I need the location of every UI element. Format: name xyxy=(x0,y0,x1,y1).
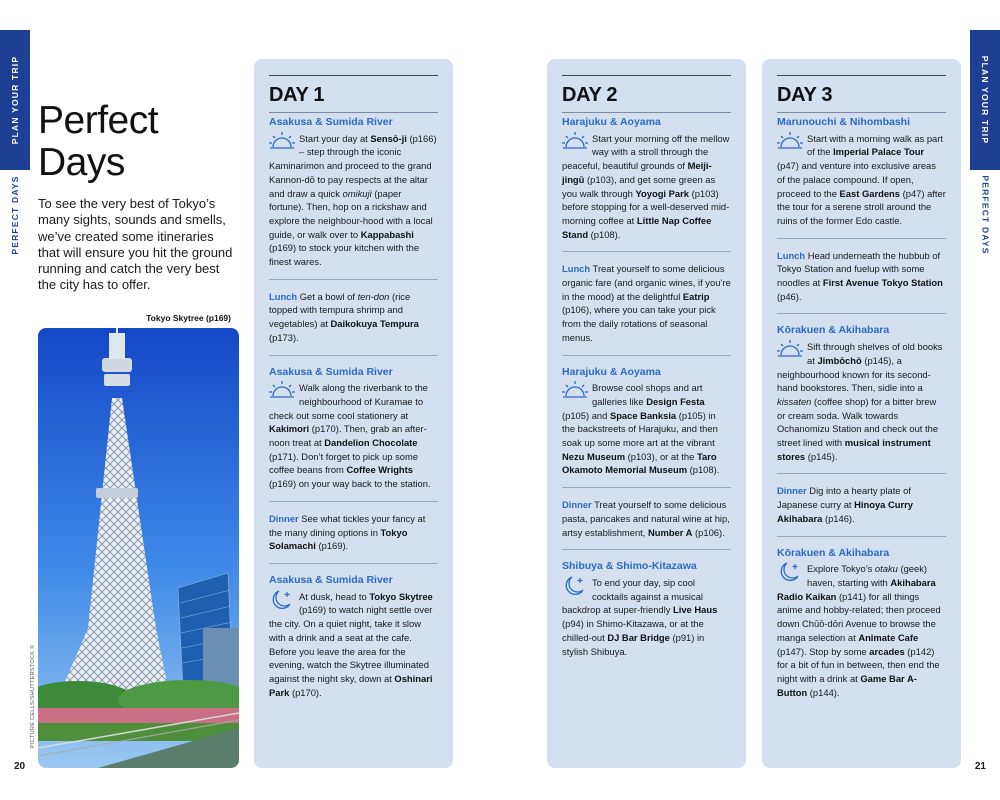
place-name: musical instrument stores xyxy=(777,437,931,462)
text-run: (p106), where you can take your pick from the daily rotations of seasonal menus. xyxy=(562,304,716,343)
sun-icon xyxy=(562,380,588,402)
place-name: Imperial Palace Tour xyxy=(833,146,925,158)
italic-term: omikuji xyxy=(342,187,372,199)
place-name: Sensō-ji xyxy=(370,132,407,144)
itinerary-section xyxy=(777,116,946,228)
page-number-left: 20 xyxy=(14,761,26,772)
place-name: Eatrip xyxy=(682,290,710,302)
section-divider xyxy=(269,563,438,564)
place-name: Hinoya Curry Akihabara xyxy=(777,499,913,524)
place-name: Taro Okamoto Memorial Museum xyxy=(562,450,717,476)
card-rule xyxy=(269,75,438,76)
sun-icon xyxy=(269,131,295,153)
photo-caption: Tokyo Skytree (p169) xyxy=(146,313,231,323)
itinerary-section xyxy=(562,498,731,539)
intro-text: To see the very best of Tokyo’s many sights, sounds and smells, we’ve created some itineraries that will ensure you hit the ground running and catch the very best the city has to offer. xyxy=(38,196,233,293)
place-name: Little Nap Coffee Stand xyxy=(562,214,712,240)
day-sections xyxy=(777,116,946,699)
text-run: Head underneath the hubbub of Tokyo Station and fuelup with some noodles at xyxy=(777,249,941,289)
itinerary-section xyxy=(777,324,946,463)
place-name: Kappabashi xyxy=(360,228,414,240)
text-run: (p173). xyxy=(269,331,299,343)
text-run: (p142) for a bit of fun in between, then end the night with a drink at xyxy=(777,645,940,684)
page-number-right: 21 xyxy=(974,761,986,772)
text-run: (p105) and xyxy=(562,409,610,421)
text-run: (p169) to watch night settle over the city. On a quiet night, take it slow with a drink and a seat at the cafe. Before you leave the area for the evening, watch the Skytree illuminated against the night sky, down at xyxy=(269,604,433,684)
meal-label: Lunch xyxy=(269,290,298,302)
day-title: DAY 2 xyxy=(562,84,618,106)
itinerary-section xyxy=(777,484,946,525)
itinerary-section xyxy=(562,262,731,344)
text-run: (p46). xyxy=(777,290,802,302)
text-run: Treat yourself to some delicious pasta, pancakes and natural wine at hip, artsy establishment, xyxy=(562,499,730,538)
section-divider xyxy=(269,355,438,356)
place-name: arcades xyxy=(869,645,905,657)
place-name: Coffee Wrights xyxy=(346,464,413,476)
text-run: (p166) – step through the iconic Kaminarimon and proceed to the grand Kannon-dō to pay respects at the altar and draw a quick xyxy=(269,132,437,199)
place-name: East Gardens xyxy=(839,187,900,199)
text-run: (p108). xyxy=(588,228,621,240)
meal-label: Dinner xyxy=(269,512,299,524)
place-name: Jimbōchō xyxy=(817,354,862,366)
meal-label: Lunch xyxy=(562,263,591,275)
section-text xyxy=(269,590,438,700)
section-divider xyxy=(562,355,731,356)
text-run: Walk along the riverbank to the neighbourhood of Kuramae to check out some cool stationery at xyxy=(269,382,428,421)
section-heading: Kōrakuen & Akihabara xyxy=(777,546,890,559)
text-run: Start with a morning walk as part of the xyxy=(807,132,943,158)
text-run: (p47) after the tour for a serene stroll around the ruins of the former Edo castle. xyxy=(777,187,946,226)
day-3-card xyxy=(762,59,961,768)
section-heading: Harajuku & Aoyama xyxy=(562,365,661,378)
left-tab-label: PLAN YOUR TRIP xyxy=(10,55,20,145)
day-1-card xyxy=(254,59,453,768)
day-sections xyxy=(562,116,731,658)
text-run: Explore Tokyo’s xyxy=(807,563,875,575)
place-name: DJ Bar Bridge xyxy=(607,631,670,643)
section-text xyxy=(777,484,946,525)
text-run: (paper fortune). Then, hop on a rickshaw and explore the neighbour-hood with a local guide, or walk over to xyxy=(269,187,433,240)
text-run: (p106). xyxy=(692,526,725,538)
itinerary-section xyxy=(269,290,438,345)
text-run: (p103) before stopping for a well-deserved mid-morning coffee at xyxy=(562,187,730,226)
section-text xyxy=(562,381,731,477)
day-sections xyxy=(269,116,438,699)
section-text xyxy=(269,290,438,345)
place-name: Number A xyxy=(647,526,693,538)
italic-term: ten-don xyxy=(357,290,390,302)
meal-label: Lunch xyxy=(777,249,806,261)
text-run: (p91) in stylish Shibuya. xyxy=(562,631,705,657)
place-name: Tokyo Solamachi xyxy=(269,526,408,552)
text-run: (p169) on your way back to the station. xyxy=(269,478,431,490)
section-heading: Asakusa & Sumida River xyxy=(269,573,393,586)
left-tab xyxy=(0,30,30,170)
photo-credit: PICTURE CELLS/SHUTTERSTOCK © xyxy=(30,644,36,748)
text-run: (rice topped with tempura shrimp and vegetables) at xyxy=(269,290,411,330)
place-name: Nezu Museum xyxy=(562,450,626,462)
itinerary-section xyxy=(269,574,438,699)
text-run: (p170). Then, grab an after-noon treat at xyxy=(269,423,427,449)
place-name: First Avenue Tokyo Station xyxy=(822,277,943,289)
text-run: To end your day, sip cool cocktails against a musical backdrop at super-friendly xyxy=(562,576,703,616)
day-title: DAY 3 xyxy=(777,84,833,106)
text-run: (p145), a neighbourhood known for its second-hand bookstores. Then, sidle into a xyxy=(777,354,931,394)
section-text xyxy=(562,576,731,658)
place-name: Yoyogi Park xyxy=(635,187,689,199)
right-tab-label: PLAN YOUR TRIP xyxy=(980,55,990,145)
section-heading: Shibuya & Shimo-Kitazawa xyxy=(562,560,697,573)
day-title: DAY 1 xyxy=(269,84,325,106)
moon-icon xyxy=(562,575,588,597)
section-text xyxy=(269,512,438,553)
text-run: (coffee shop) for a bitter brew or cream soda. Walk towards Ochanomizu Station and check out the street lined with xyxy=(777,395,939,449)
text-run: (p141) for all things anime and hobby-related; then proceed down Chūō-dōri Avenue to browse the manga selection at xyxy=(777,590,941,643)
place-name: Design Festa xyxy=(646,395,705,407)
sun-icon xyxy=(777,339,803,361)
text-run: (p144). xyxy=(807,686,840,698)
section-text xyxy=(562,132,731,242)
section-heading: Marunouchi & Nihombashi xyxy=(777,116,911,128)
section-heading: Kōrakuen & Akihabara xyxy=(777,324,890,337)
place-name: Meiji-jingū xyxy=(562,160,712,185)
section-text xyxy=(777,132,946,228)
text-run: (p103), or at the xyxy=(625,450,697,462)
moon-icon xyxy=(269,589,295,611)
place-name: Daikokuya Tempura xyxy=(330,318,419,330)
text-run: (p170). xyxy=(289,686,322,698)
itinerary-section xyxy=(777,249,946,304)
text-run: (p169) to stock your kitchen with the finest wares. xyxy=(269,242,420,268)
title-line-2: Days xyxy=(38,141,125,184)
section-text xyxy=(777,340,946,463)
card-rule xyxy=(562,112,731,113)
section-heading: Asakusa & Sumida River xyxy=(269,116,393,128)
text-run: (p47) and venture into exclusive areas of the palace compound. If open, proceed to the xyxy=(777,160,936,199)
place-name: Akihabara Radio Kaikan xyxy=(777,576,936,602)
section-divider xyxy=(269,279,438,280)
text-run: (p105) in the backstreets of Harajuku, and then soak up some more art at the vibrant xyxy=(562,409,718,449)
text-run: (p147). Stop by some xyxy=(777,645,870,657)
section-divider xyxy=(777,536,946,537)
text-run: Browse cool shops and art galleries like xyxy=(592,382,703,407)
moon-icon xyxy=(777,561,803,583)
place-name: Tokyo Skytree xyxy=(369,590,433,602)
text-run: (geek) haven, starting with xyxy=(807,563,928,588)
section-text xyxy=(269,381,438,491)
card-rule xyxy=(562,75,731,76)
place-name: Oshinari Park xyxy=(269,672,433,698)
itinerary-section xyxy=(269,116,438,269)
sun-icon xyxy=(777,131,803,153)
meal-label: Dinner xyxy=(562,499,592,511)
section-text xyxy=(562,498,731,539)
section-heading: Asakusa & Sumida River xyxy=(269,365,393,378)
section-text xyxy=(562,262,731,344)
text-run: (p145). xyxy=(805,450,838,462)
place-name: Live Haus xyxy=(673,604,718,616)
skytree-photo xyxy=(38,328,239,768)
text-run: (p146). xyxy=(822,512,855,524)
place-name: Game Bar A-Button xyxy=(777,672,917,698)
section-divider xyxy=(777,473,946,474)
text-run: (p169). xyxy=(315,540,349,552)
text-run: (p171). Don’t forget to pick up some coffee beans from xyxy=(269,450,419,476)
text-run: Get a bowl of xyxy=(297,290,358,302)
itinerary-section xyxy=(562,560,731,658)
text-run: Dig into a hearty plate of Japanese curry at xyxy=(777,485,911,511)
itinerary-section xyxy=(269,366,438,491)
text-run: At dusk, head to xyxy=(299,590,370,602)
place-name: Dandelion Chocolate xyxy=(324,437,418,449)
section-divider xyxy=(562,549,731,550)
text-run: (p103), and get some green as you walk through xyxy=(562,173,716,199)
card-rule xyxy=(777,75,946,76)
right-tab xyxy=(970,30,1000,170)
section-text xyxy=(269,132,438,269)
skytree-illustration xyxy=(38,328,239,768)
itinerary-section xyxy=(562,116,731,241)
day-2-card xyxy=(547,59,746,768)
text-run: Start your morning off the mellow way with a stroll through the peaceful, beautiful grounds of xyxy=(562,132,730,172)
italic-term: kissaten xyxy=(777,395,812,407)
section-heading: Harajuku & Aoyama xyxy=(562,116,661,128)
sun-icon xyxy=(562,131,588,153)
text-run: Start your day at xyxy=(299,132,371,144)
place-name: Animate Cafe xyxy=(858,631,919,643)
section-divider xyxy=(777,238,946,239)
text-run: See what tickles your fancy at the many dining options in xyxy=(269,512,426,538)
place-name: Space Banksia xyxy=(609,409,677,421)
card-rule xyxy=(269,112,438,113)
text-run: Treat yourself to some delicious organic fare (and organic wines, if you’re in the mood) at the delightful xyxy=(562,263,731,302)
card-rule xyxy=(777,112,946,113)
text-run: Sift through shelves of old books at xyxy=(807,341,943,366)
sun-icon xyxy=(269,380,295,402)
section-divider xyxy=(777,313,946,314)
section-divider xyxy=(562,251,731,252)
itinerary-section xyxy=(269,512,438,553)
section-text xyxy=(777,249,946,304)
meal-label: Dinner xyxy=(777,485,807,497)
section-divider xyxy=(269,501,438,502)
page-title xyxy=(38,100,158,184)
section-text xyxy=(777,562,946,699)
left-section-label: PERFECT DAYS xyxy=(10,175,20,255)
italic-term: otaku xyxy=(874,563,898,575)
place-name: Kakimori xyxy=(269,423,310,435)
text-run: (p94) in Shimo-Kitazawa, or at the chilled-out xyxy=(562,618,704,643)
section-divider xyxy=(562,487,731,488)
itinerary-section xyxy=(777,547,946,700)
title-line-1: Perfect xyxy=(38,99,159,142)
itinerary-section xyxy=(562,366,731,478)
right-section-label: PERFECT DAYS xyxy=(980,175,990,255)
text-run: (p108). xyxy=(687,464,720,476)
